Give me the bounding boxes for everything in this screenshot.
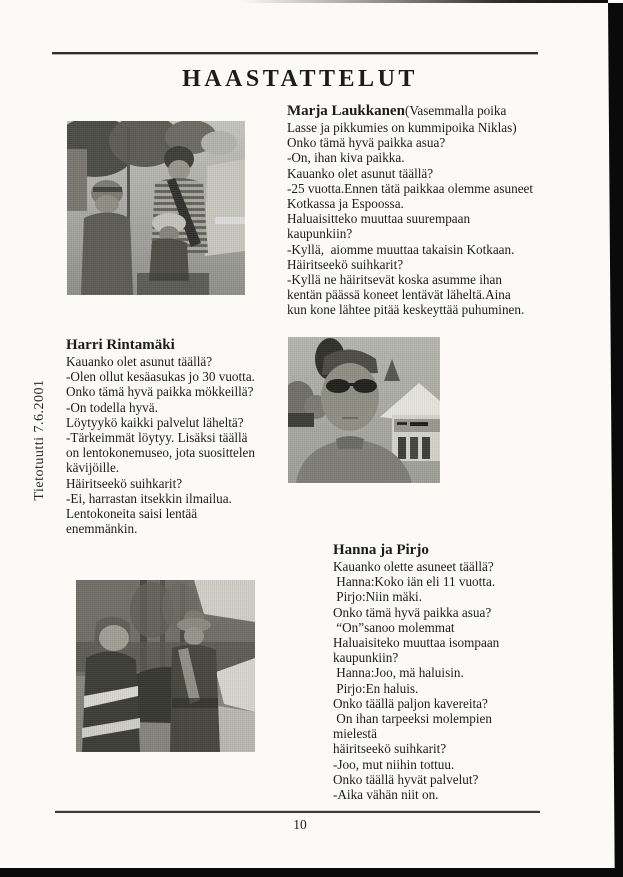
text-line: kaupunkiin? — [333, 650, 399, 666]
photo-family-image — [67, 121, 245, 295]
interview-section-harri — [66, 336, 302, 536]
text-line: “On”sanoo molemmat — [333, 619, 455, 635]
text-line: -Aika vähän niit on. — [333, 787, 439, 803]
text-line: häiritseekö suihkarit? — [333, 741, 447, 757]
text-line: kaupunkiin? — [287, 226, 353, 242]
text-line: -Kyllä, aiomme muuttaa takaisin Kotkaan. — [287, 241, 515, 257]
photo-kids-image — [76, 580, 255, 752]
photo-man-image — [288, 337, 440, 483]
interview-heading-line — [333, 541, 601, 559]
text-line: Kauanko olet asunut täällä? — [66, 354, 213, 369]
interview-text — [66, 354, 302, 536]
text-line: Kauanko olette asuneet täällä? — [333, 559, 494, 574]
text-line: kävijöille. — [66, 460, 120, 476]
header-rule — [52, 52, 538, 54]
text-line: kentän päässä koneet lentävät läheltä.Aina — [287, 287, 511, 303]
text-line: Haluaisiteko muuttaa isompaan — [333, 635, 500, 651]
text-line: Pirjo:En haluis. — [333, 680, 419, 696]
text-line: -On, ihan kiva paikka. — [287, 150, 405, 166]
text-line: -Joo, mut niihin tottuu. — [333, 756, 455, 772]
interview-text — [287, 120, 617, 318]
interview-heading-line — [66, 336, 302, 354]
text-line: -Ei, harrastan itsekkin ilmailua. — [66, 490, 232, 506]
text-line: mielestä — [333, 726, 377, 742]
text-line: Onko tämä hyvä paikka asua? — [333, 604, 492, 620]
page-number: 10 — [293, 817, 307, 832]
text-line: on lentokonemuseo, jota suosittelen — [66, 445, 255, 461]
text-line: Haluaisitteko muuttaa suurempaan — [287, 211, 471, 227]
text-line: Onko tämä hyvä paikka asua? — [287, 135, 446, 151]
interviewee-name: Harri Rintamäki — [66, 337, 175, 353]
text-line: Häiritseekö suihkarit? — [66, 475, 183, 491]
text-line: On ihan tarpeeksi molempien — [333, 711, 492, 727]
text-line: enemmänkin. — [66, 521, 138, 537]
text-line: Onko tämä hyvä paikka mökkeillä? — [66, 384, 254, 400]
text-line: Pirjo:Niin mäki. — [333, 589, 423, 605]
scan-edge-top — [240, 0, 608, 3]
interview-text — [333, 559, 601, 802]
text-line: Häiritseekö suihkarit? — [287, 256, 404, 272]
text-line: kun kone lähtee pitää keskeyttää puhuminen. — [287, 302, 525, 318]
text-line: Löytyykö kaikki palvelut läheltä? — [66, 414, 244, 430]
interview-section-marja — [287, 102, 617, 318]
masthead-vertical-text: Tietotuutti 7.6.2001 — [32, 379, 47, 501]
text-line: -On todella hyvä. — [66, 399, 158, 415]
text-line: Lasse ja pikkumies on kummipoika Niklas) — [287, 120, 517, 135]
photo-kids — [76, 580, 255, 752]
text-line: -25 vuotta.Ennen tätä paikkaa olemme asuneet — [287, 180, 534, 196]
text-line: -Kyllä ne häiritsevät koska asumme ihan — [287, 272, 502, 288]
text-line: Kauanko olet asunut täällä? — [287, 165, 434, 181]
interviewee-name: Marja Laukkanen — [287, 103, 405, 119]
text-line: Onko täällä hyvät palvelut? — [333, 771, 479, 787]
interview-section-hanna-pirjo — [333, 541, 601, 802]
text-line: Hanna:Koko iän eli 11 vuotta. — [333, 574, 496, 590]
text-line: Onko täällä paljon kavereita? — [333, 695, 488, 711]
page-title: HAASTATTELUT — [182, 66, 418, 92]
heading-inline-note: (Vasemmalla poika — [404, 103, 507, 118]
text-line: Kotkassa ja Espoossa. — [287, 196, 404, 212]
interviewee-name: Hanna ja Pirjo — [333, 542, 429, 558]
photo-man — [288, 337, 440, 483]
text-line: -Tärkeimmät löytyy. Lisäksi täällä — [66, 430, 248, 446]
scan-edge-bottom — [0, 868, 623, 877]
text-line: Hanna:Joo, mä haluisin. — [333, 665, 464, 681]
photo-family — [67, 121, 245, 295]
interview-heading-line — [287, 102, 617, 120]
text-line: Lentokoneita saisi lentää — [66, 506, 198, 522]
text-line: -Olen ollut kesäasukas jo 30 vuotta. — [66, 369, 255, 385]
footer-rule — [55, 811, 540, 813]
